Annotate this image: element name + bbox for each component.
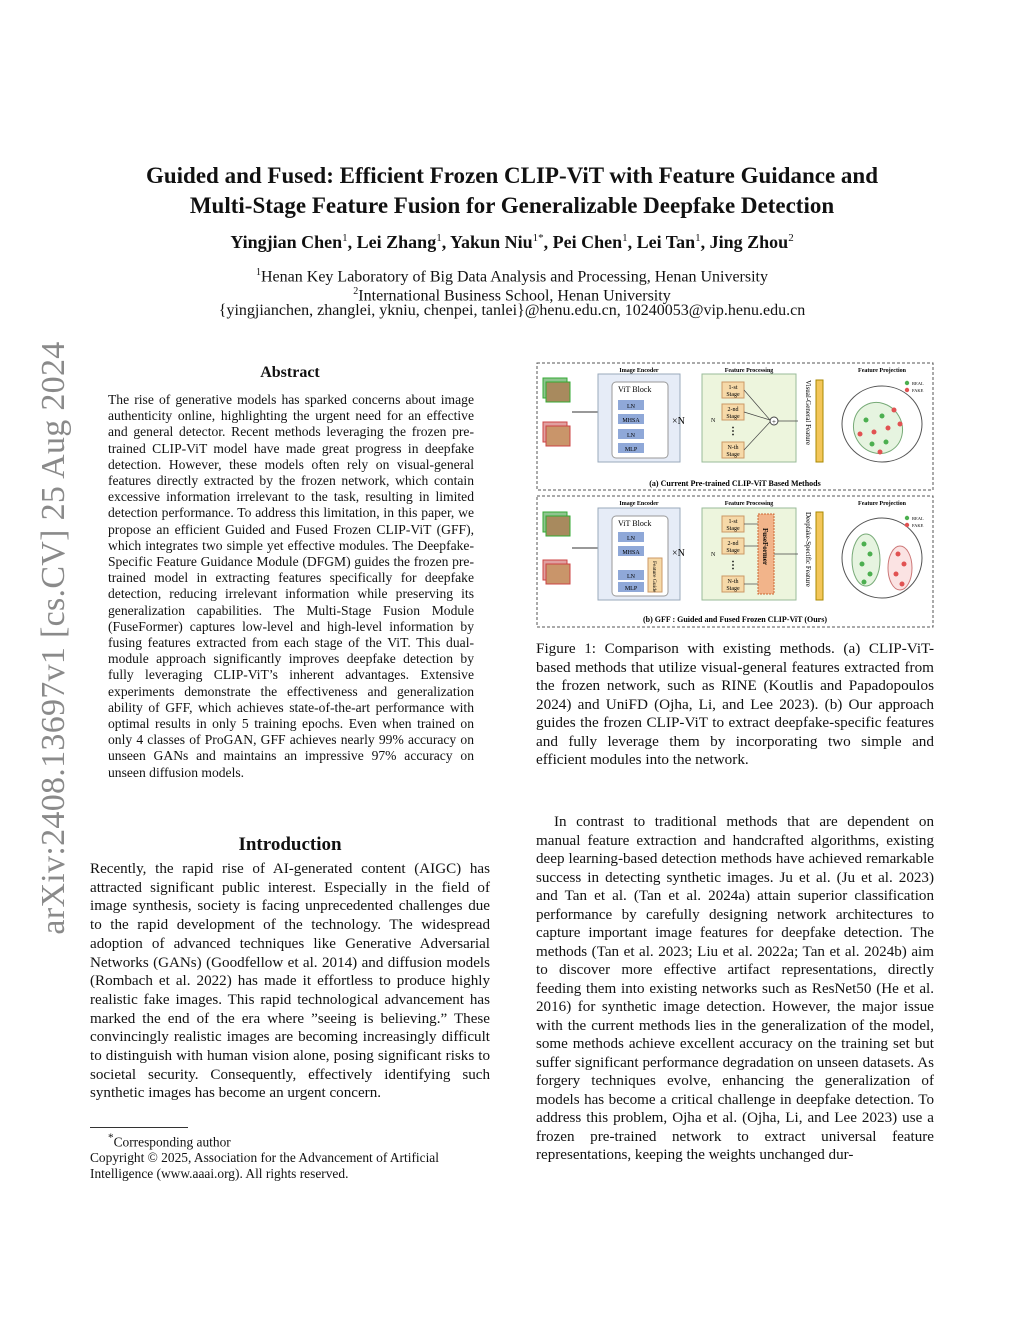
right-column-text: In contrast to traditional methods that are dependent on manual feature extraction and handcrafted algorithms, existing deep learning-based detection methods have achieved remarkable success in detecting synthetic images. Ju et al. (Ju et al. 2023) and Tan et al. (Tan et al. 2024a) attain superior classification performance by carefully designing network architectures to capture important image features for deepfake detection. The methods (Tan et al. 2023; Liu et al. 2022a; Tan et al. 2024b) aim to discover more effective artifact representations, directly feeding them into existing networks such as ResNet50 (He et al. 2016) for synthetic image detection. However, the major issue with the current methods lies in the generalization of the model, some methods achieve excellent accuracy on the training set but suffer significant performance degradation on unseen datasets. As forgery techniques evolve, enhancing the generalization of models has become a critical challenge in deepfake detection. To address this problem, Ojha et al. (Ojha, Li, and Lee 2023) use a frozen pre-trained network to extract universal feature representations, keeping the weights unchanged dur- bbox=[536, 814, 934, 1163]
figure-1 bbox=[536, 362, 934, 632]
stage-word: Stage bbox=[726, 414, 740, 420]
real-horse-image bbox=[546, 382, 570, 402]
stage-word: Stage bbox=[726, 548, 740, 554]
vit-block-label: ViT Block bbox=[618, 385, 652, 394]
visual-general-feature-label: Visual-General Feature bbox=[804, 380, 812, 446]
figure-1-caption: Figure 1: Comparison with existing methods. (a) CLIP-ViT-based methods that utilize visual-general features extracted from the frozen network, such as RINE (Koutlis and Papadopoulos 2024) and UniFD (Ojha, Li, and Lee 2023). (b) Our approach guides the frozen CLIP-ViT to extract deepfake-specific features and fully leverage them by incorporating two simple and efficient modules into the network. bbox=[536, 640, 934, 768]
author-emails: {yingjianchen, zhanglei, ykniu, chenpei, tanlei}@henu.edu.cn, 10240053@vip.henu.edu.cn bbox=[218, 302, 806, 319]
fake-point bbox=[872, 430, 877, 435]
plus-icon: + bbox=[772, 418, 776, 426]
author-name: Pei Chen bbox=[552, 232, 623, 252]
author-name: Jing Zhou bbox=[709, 232, 789, 252]
author-sup: 1* bbox=[532, 232, 544, 244]
mlp-label: MLP bbox=[624, 586, 638, 592]
fake-point bbox=[886, 426, 891, 431]
ln-label-2: LN bbox=[627, 433, 635, 439]
times-n-label: ×N bbox=[672, 416, 685, 427]
fake-point bbox=[902, 562, 907, 567]
real-point bbox=[860, 562, 865, 567]
author-name: Yakun Niu bbox=[450, 232, 533, 252]
paper-title bbox=[0, 161, 1024, 221]
fake-point bbox=[900, 582, 905, 587]
ln-label-2: LN bbox=[627, 574, 635, 580]
image-encoder-label: Image Encoder bbox=[619, 368, 659, 374]
fake-point bbox=[896, 552, 901, 557]
legend-fake-dot bbox=[905, 388, 909, 392]
feature-vector-bar bbox=[816, 380, 823, 462]
title-line-1: Guided and Fused: Efficient Frozen CLIP-ViT with Feature Guidance and bbox=[145, 163, 878, 188]
legend-fake-label: FAKE bbox=[912, 523, 924, 528]
deepfake-specific-feature-label: Deepfake-Specific Feature bbox=[804, 512, 812, 587]
feature-processing-label: Feature Processing bbox=[724, 368, 774, 374]
figure-1-diagram bbox=[536, 362, 934, 632]
real-point bbox=[864, 418, 869, 423]
fuseformer-label: FuseFormer bbox=[761, 528, 769, 565]
fake-cat-image bbox=[546, 564, 570, 584]
panel-a-title: (a) Current Pre-trained CLIP-ViT Based Methods bbox=[649, 479, 821, 488]
author-list: Yingjian Chen$^1$, Lei Zhang$^1$, Yakun Niu$^{1*}$, Pei Chen$^1$, Lei Tan$^1$, Jing Zhou$^2$ bbox=[230, 232, 794, 252]
real-point bbox=[880, 414, 885, 419]
n-label: N bbox=[711, 418, 716, 424]
real-point bbox=[868, 572, 873, 577]
author-name: Lei Tan bbox=[636, 232, 696, 252]
author-sup: 1 bbox=[695, 232, 701, 244]
fake-point bbox=[858, 432, 863, 437]
fake-point bbox=[892, 408, 897, 413]
abstract-text: The rise of generative models has sparked concerns about image authenticity online, highlighting the urgent need for an effective and general detector. Recent methods leveraging the frozen pre-trained CLIP-ViT model have made great progress in deepfake detection. However, these models often rely on visual-general features directly extracted by the frozen network, which contain excessive information irrelevant to the task, resulting in limited detection performance. To address this limitation, in this paper, we propose an efficient Guided and Fused Frozen CLIP-ViT (GFF), which integrates two simple yet effective modules. The Deepfake-Specific Feature Guidance Module (DFGM) guides the frozen pre-trained model in extracting features specifically for deepfake detection, reducing irrelevant information while preserving its generalization capabilities. The Multi-Stage Fusion Module (FuseFormer) captures low-level and high-level information by fusing features extracted from each stage of the ViT. This dual-module approach significantly improves deepfake detection by fully leveraging CLIP-ViT’s inherent advantages. Extensive experiments demonstrate the effectiveness and generalization ability of GFF, which achieves state-of-the-art performance with optimal results in only 5 training epochs. Even when trained on only 4 classes of ProGAN, GFF achieves nearly 99% accuracy on unseen GANs and maintains an impressive 97% accuracy on unseen diffusion models. bbox=[108, 392, 474, 780]
feature-vector bbox=[816, 512, 823, 600]
panel-b bbox=[537, 496, 933, 627]
abstract-heading: Abstract bbox=[260, 364, 320, 381]
real-horse-image bbox=[546, 516, 570, 536]
introduction-heading: Introduction bbox=[238, 834, 342, 855]
image-encoder-label: Image Encoder bbox=[619, 501, 659, 507]
feature-processing-label: Feature Processing bbox=[724, 501, 774, 507]
stage-word: Stage bbox=[726, 526, 740, 532]
introduction-text: Recently, the rapid rise of AI-generated content (AIGC) has attracted significant public interest. Especially in the field of image synthesis, society is facing unprecedented challenges due to the rapid development of the technology. The widespread adoption of advanced techniques like Generative Adversarial Networks (GANs) (Goodfellow et al. 2014) and diffusion models (Rombach et al. 2022) has made it effortless to produce highly realistic fake images. This rapid technological advancement has marked the end of the era where ”seeing is believing.” These convincingly realistic images are becoming increasingly difficult to distinguish with human vision alone, posing significant risks to societal security. Consequently, effectively identifying such synthetic images has become an urgent concern. bbox=[90, 861, 490, 1102]
legend-fake-dot bbox=[905, 523, 909, 527]
real-point bbox=[870, 442, 875, 447]
panel-b-title: (b) GFF : Guided and Fused Frozen CLIP-ViT (Ours) bbox=[642, 615, 828, 624]
affiliation-text: Henan Key Laboratory of Big Data Analysis and Processing, Henan University bbox=[261, 268, 768, 286]
footnote-sup: * bbox=[108, 1132, 114, 1144]
vit-block-label: ViT Block bbox=[618, 519, 652, 528]
mlp-label: MLP bbox=[624, 447, 638, 453]
author-sup: 1 bbox=[622, 232, 628, 244]
times-n-label: ×N bbox=[672, 548, 685, 559]
mhsa-label: MHSA bbox=[622, 418, 640, 424]
legend-real-label: REAL bbox=[912, 516, 924, 521]
fake-cat-image bbox=[546, 426, 570, 446]
feature-guide-label: Feature Guide bbox=[651, 561, 657, 593]
author-sup: 1 bbox=[436, 232, 442, 244]
author-name: Yingjian Chen bbox=[230, 232, 343, 252]
affiliation-sup: 1 bbox=[256, 267, 261, 278]
stage-word: Stage bbox=[726, 452, 740, 458]
footnote-rule bbox=[90, 1127, 188, 1128]
footnote-corresponding-text: Corresponding author bbox=[113, 1134, 231, 1150]
legend-real-label: REAL bbox=[912, 381, 924, 386]
stage-word: Stage bbox=[726, 586, 740, 592]
fake-point bbox=[898, 422, 903, 427]
ln-label: LN bbox=[627, 404, 635, 410]
affiliation-text: International Business School, Henan University bbox=[358, 287, 671, 305]
footnote-corresponding bbox=[90, 1130, 490, 1150]
feature-vector-bar bbox=[816, 512, 823, 600]
feature-processing-box bbox=[702, 374, 796, 462]
panel-a bbox=[537, 363, 933, 490]
fake-point bbox=[878, 450, 883, 455]
ellipsis-icon: ⋮ bbox=[728, 560, 738, 571]
feature-vector bbox=[816, 380, 823, 462]
fake-point bbox=[894, 572, 899, 577]
stage-n-label: N-th bbox=[727, 445, 739, 451]
stage-word: Stage bbox=[726, 392, 740, 398]
ellipsis-icon: ⋮ bbox=[728, 426, 738, 437]
feature-projection-label: Feature Projection bbox=[858, 368, 906, 374]
title-line-2: Multi-Stage Feature Fusion for Generalizable Deepfake Detection bbox=[189, 193, 835, 218]
stage-1-label: 1-st bbox=[728, 385, 738, 391]
legend-fake-label: FAKE bbox=[912, 388, 924, 393]
real-point bbox=[884, 440, 889, 445]
ln-label: LN bbox=[627, 536, 635, 542]
author-sup: 1 bbox=[342, 232, 348, 244]
arxiv-id: arXiv:2408.13697v1 [cs.CV] 25 Aug 2024 bbox=[35, 341, 72, 935]
feature-projection-label: Feature Projection bbox=[858, 501, 906, 507]
n-label: N bbox=[711, 552, 716, 558]
stage-2-label: 2-nd bbox=[727, 541, 739, 547]
author-sup: 2 bbox=[788, 232, 794, 244]
mhsa-label: MHSA bbox=[622, 550, 640, 556]
legend-real-dot bbox=[905, 381, 909, 385]
legend-real-dot bbox=[905, 516, 909, 520]
real-point bbox=[868, 552, 873, 557]
real-cluster bbox=[852, 534, 880, 586]
stage-n-label: N-th bbox=[727, 579, 739, 585]
footnote bbox=[90, 1130, 490, 1182]
stage-2-label: 2-nd bbox=[727, 407, 739, 413]
real-point bbox=[862, 542, 867, 547]
author-name: Lei Zhang bbox=[356, 232, 437, 252]
footnote-copyright: Copyright © 2025, Association for the Advancement of Artificial Intelligence (www.aaai.org). All rights reserved. bbox=[90, 1150, 439, 1182]
stage-1-label: 1-st bbox=[728, 519, 738, 525]
affiliation-sup: 2 bbox=[353, 286, 359, 297]
real-point bbox=[862, 580, 867, 585]
